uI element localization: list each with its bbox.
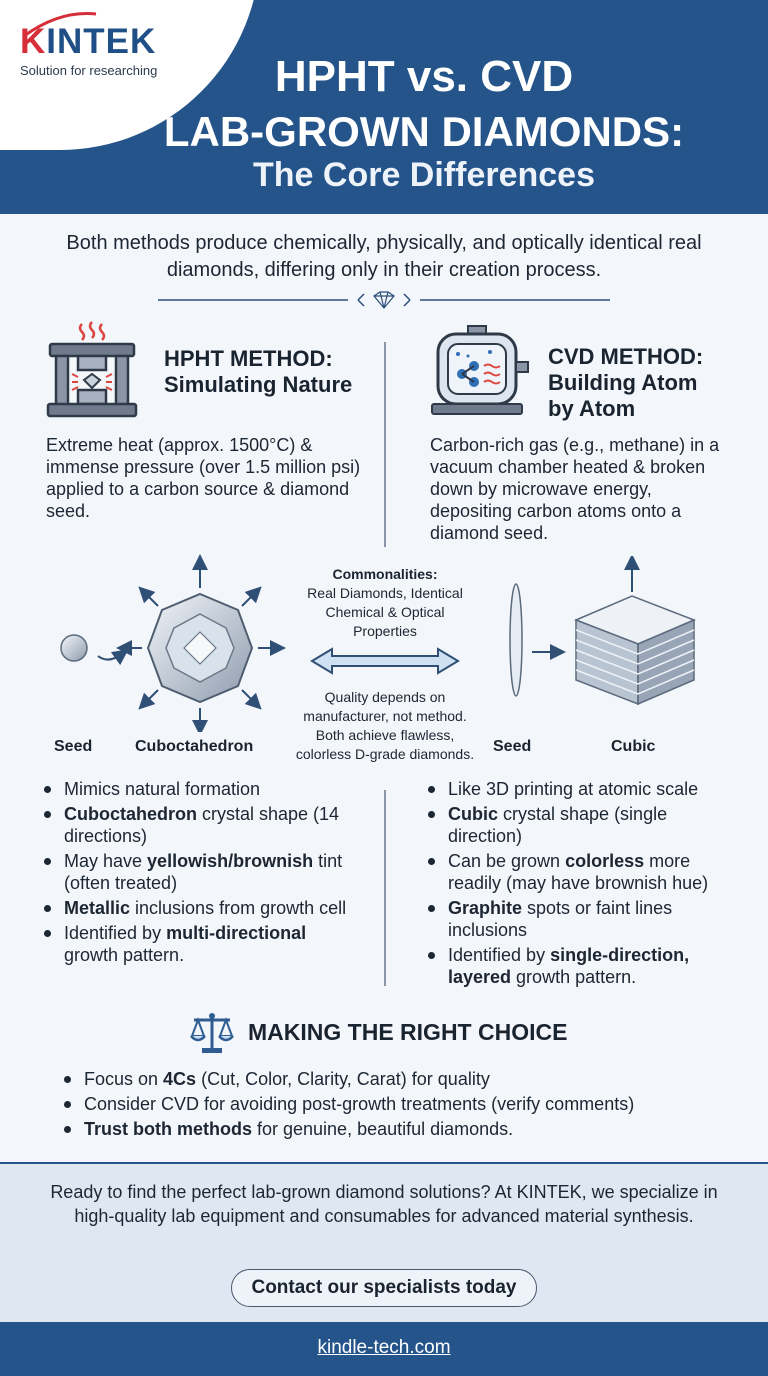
press-machine-icon [44, 316, 140, 418]
list-item [40, 778, 360, 800]
logo-rest: INTEK [46, 22, 157, 61]
intro-text: Both methods produce chemically, physically, and optically identical real diamonds, differing only in their creation process. [66, 232, 702, 281]
list-item-text: Identified by [64, 923, 167, 943]
list-item-text: crystal shape (14 directions) [64, 804, 340, 846]
diamond-divider-icon [158, 288, 610, 312]
cvd-description: Carbon-rich gas (e.g., methane) in a vacuum chamber heated & broken down by microwave energy, depositing carbon atoms onto a diamond seed. [430, 435, 720, 543]
logo-tagline: Solution for researching [20, 63, 158, 78]
commonalities-text: Real Diamonds, Identical Chemical & Optical Properties [307, 585, 463, 639]
hpht-title-line1: HPHT METHOD: [164, 346, 333, 371]
list-item-text: May have [64, 851, 148, 871]
cvd-title-line3: by Atom [548, 396, 636, 421]
list-item-text: inclusions from growth cell [130, 898, 347, 918]
double-arrow-icon [310, 646, 460, 676]
list-item [40, 850, 360, 894]
hpht-bullet-list [40, 778, 360, 969]
choice-title: MAKING THE RIGHT CHOICE [248, 1019, 568, 1045]
list-item-text: Consider CVD for avoiding post-growth treatments (verify comments) [84, 1094, 635, 1114]
cvd-title [548, 344, 703, 422]
page-title-line2: LAB-GROWN DIAMONDS: [163, 108, 685, 155]
list-item-emphasis: yellowish/brownish [147, 851, 314, 871]
list-item-text: (Cut, Color, Clarity, Carat) for quality [196, 1069, 490, 1089]
list-item-emphasis: Graphite [448, 898, 523, 918]
list-item-text: Identified by [448, 945, 551, 965]
hpht-title [164, 346, 352, 398]
list-item-emphasis: Metallic [64, 898, 131, 918]
list-item [424, 778, 724, 800]
list-item-text: Can be grown [448, 851, 566, 871]
cvd-bullet-list [424, 778, 724, 991]
logo-swoosh-icon [20, 10, 100, 40]
list-item-emphasis: 4Cs [163, 1069, 197, 1089]
contact-specialists-button[interactable]: Contact our specialists today [231, 1269, 537, 1307]
list-item-text: tint (often treated) [64, 851, 343, 893]
website-link[interactable]: kindle-tech.com [317, 1337, 451, 1358]
list-item-text: for genuine, beautiful diamonds. [252, 1119, 514, 1139]
cvd-title-line1: CVD METHOD: [548, 344, 704, 369]
page-subtitle: The Core Differences [253, 156, 595, 194]
hpht-title-line2: Simulating Nature [164, 372, 353, 397]
list-item-text: Mimics natural formation [64, 779, 261, 799]
list-item [40, 897, 360, 919]
list-item-emphasis: multi-directional [166, 923, 307, 943]
list-item [40, 803, 360, 847]
cvd-title-line2: Building Atom [548, 370, 698, 395]
cta-text: Ready to find the perfect lab-grown diamond solutions? At KINTEK, we specialize in high-quality lab equipment and consumables for advanced material synthesis. [50, 1182, 718, 1226]
cvd-seed-label: Seed [493, 738, 532, 755]
list-item [424, 897, 724, 941]
list-item-emphasis: Trust both methods [84, 1119, 252, 1139]
list-item [40, 922, 360, 966]
list-item [424, 850, 724, 894]
list-item [424, 944, 724, 988]
column-divider-bottom [384, 790, 386, 986]
vacuum-chamber-icon [428, 322, 532, 418]
list-item-text: Like 3D printing at atomic scale [448, 779, 699, 799]
list-item-emphasis: colorless [565, 851, 645, 871]
cubic-label: Cubic [611, 738, 656, 755]
hpht-seed-label: Seed [54, 738, 93, 755]
balance-scale-icon [188, 1010, 236, 1056]
column-divider-top [384, 342, 386, 547]
cuboctahedron-label: Cuboctahedron [135, 738, 254, 755]
list-item-emphasis: Cubic [448, 804, 499, 824]
seed-plate [510, 584, 522, 696]
cubic-growth-graphic [490, 556, 710, 706]
commonalities-title: Commonalities: [332, 566, 438, 582]
seed-sphere [61, 635, 87, 661]
list-item [60, 1093, 740, 1115]
list-item [60, 1068, 740, 1090]
cuboctahedron-growth-graphic [50, 552, 290, 732]
list-item-text: more readily (may have brownish hue) [448, 851, 709, 893]
list-item-text: Focus on [84, 1069, 164, 1089]
list-item-emphasis: Cuboctahedron [64, 804, 197, 824]
logo-initial: K [20, 22, 47, 61]
page-title-line1: HPHT vs. CVD [274, 52, 574, 101]
hpht-description: Extreme heat (approx. 1500°C) & immense pressure (over 1.5 million psi) applied to a carbon source & diamond seed. [46, 435, 361, 521]
list-item-text: crystal shape (single direction) [448, 804, 668, 846]
list-item [60, 1118, 740, 1140]
list-item-text: growth pattern. [64, 945, 185, 965]
list-item-emphasis: single-direction, layered [448, 945, 690, 987]
list-item-text: spots or faint lines inclusions [448, 898, 673, 940]
list-item-text: growth pattern. [511, 967, 637, 987]
choice-bullet-list [60, 1068, 740, 1143]
list-item [424, 803, 724, 847]
quality-note: Quality depends on manufacturer, not method. Both achieve flawless, colorless D-grade diamonds. [295, 689, 475, 762]
